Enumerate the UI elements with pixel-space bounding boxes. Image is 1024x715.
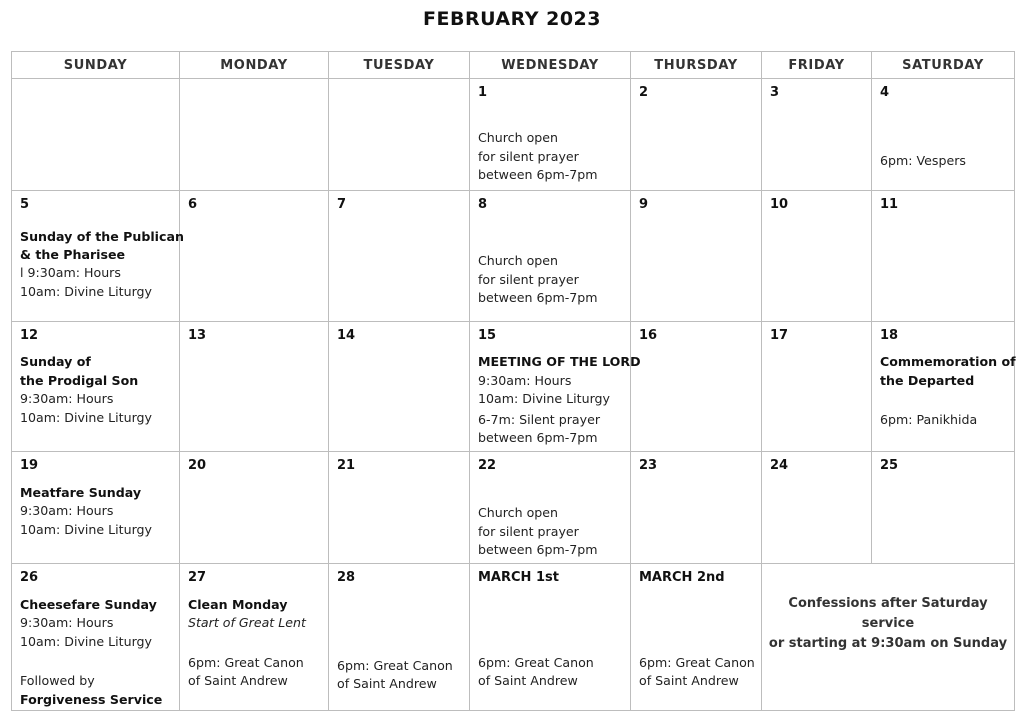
weekday-monday: MONDAY — [180, 52, 329, 79]
day-cell-8 — [470, 191, 631, 322]
event-line: for silent prayer — [478, 272, 579, 287]
day-number: 28 — [337, 570, 356, 585]
event-line: between 6pm-7pm — [478, 167, 598, 182]
event-line: 6pm: Vespers — [880, 153, 966, 168]
day-cell-16 — [631, 322, 762, 452]
event-line: 6-7m: Silent prayer — [478, 412, 601, 427]
weekday-tuesday: TUESDAY — [329, 52, 470, 79]
event-line: 9:30am: Hours — [20, 615, 114, 630]
event-line: for silent prayer — [478, 149, 579, 164]
day-number: 25 — [880, 458, 899, 473]
event-line: between 6pm-7pm — [478, 430, 598, 445]
day-number: 16 — [639, 328, 658, 343]
confessions-note — [762, 594, 1014, 654]
week-row-4 — [12, 452, 1015, 564]
event-line: 9:30am: Hours — [20, 503, 114, 518]
event-line: 10am: Divine Liturgy — [478, 391, 610, 406]
day-cell-4 — [872, 79, 1015, 191]
weekday-friday: FRIDAY — [762, 52, 872, 79]
event-line: 10am: Divine Liturgy — [20, 410, 152, 425]
event-title: Forgiveness Service — [20, 692, 163, 707]
calendar-title: FEBRUARY 2023 — [423, 8, 601, 30]
day-cell-3 — [762, 79, 872, 191]
event-line: 10am: Divine Liturgy — [20, 634, 152, 649]
event-line: 6pm: Great Canon — [337, 658, 453, 673]
day-number: 13 — [188, 328, 207, 343]
day-cell-22 — [470, 452, 631, 564]
day-cell-12 — [12, 322, 180, 452]
day-cell-25 — [872, 452, 1015, 564]
day-cell-15 — [470, 322, 641, 452]
week-row-2 — [12, 191, 1015, 322]
day-number: 18 — [880, 328, 899, 343]
day-cell-march-2 — [631, 564, 762, 711]
day-cell-28 — [329, 564, 470, 711]
day-number: 19 — [20, 458, 39, 473]
weekday-header-row — [12, 52, 1015, 79]
day-cell-11 — [872, 191, 1015, 322]
event-title: Sunday of — [20, 354, 91, 369]
day-number: MARCH 1st — [478, 570, 559, 585]
event-title: the Prodigal Son — [20, 373, 139, 388]
day-number: 24 — [770, 458, 789, 473]
day-cell-empty — [329, 79, 470, 191]
event-line: of Saint Andrew — [639, 673, 739, 688]
event-title: & the Pharisee — [20, 247, 126, 262]
weekday-saturday: SATURDAY — [872, 52, 1015, 79]
day-cell-empty — [180, 79, 329, 191]
event-line: 10am: Divine Liturgy — [20, 522, 152, 537]
day-cell-21 — [329, 452, 470, 564]
day-cell-23 — [631, 452, 762, 564]
event-title: Cheesefare Sunday — [20, 597, 157, 612]
day-number: 11 — [880, 197, 899, 212]
event-line: Church open — [478, 505, 558, 520]
day-cell-13 — [180, 322, 329, 452]
day-cell-27 — [180, 564, 329, 711]
weekday-thursday: THURSDAY — [631, 52, 762, 79]
day-number: 7 — [337, 197, 347, 212]
event-line: 9:30am: Hours — [478, 373, 572, 388]
event-title: Clean Monday — [188, 597, 288, 612]
day-cell-1 — [470, 79, 631, 191]
event-line: of Saint Andrew — [337, 676, 437, 691]
event-title: the Departed — [880, 373, 975, 388]
day-cell-14 — [329, 322, 470, 452]
day-number: 9 — [639, 197, 649, 212]
confessions-note-cell — [762, 564, 1015, 711]
day-number: 5 — [20, 197, 30, 212]
day-number: 20 — [188, 458, 207, 473]
event-line: for silent prayer — [478, 524, 579, 539]
note-line: Confessions after Saturday service — [788, 596, 988, 631]
day-cell-19 — [12, 452, 180, 564]
weekday-sunday: SUNDAY — [12, 52, 180, 79]
event-title: Sunday of the Publican — [20, 229, 184, 244]
day-number: 12 — [20, 328, 39, 343]
day-cell-empty — [12, 79, 180, 191]
calendar-grid — [11, 51, 1015, 711]
event-line: of Saint Andrew — [478, 673, 578, 688]
day-number: MARCH 2nd — [639, 570, 725, 585]
event-line: 6pm: Great Canon — [639, 655, 755, 670]
weekday-wednesday: WEDNESDAY — [470, 52, 631, 79]
event-line: between 6pm-7pm — [478, 290, 598, 305]
event-title: MEETING OF THE LORD — [478, 354, 641, 369]
day-number: 8 — [478, 197, 488, 212]
day-number: 23 — [639, 458, 658, 473]
week-row-1 — [12, 79, 1015, 191]
day-number: 14 — [337, 328, 356, 343]
note-line: or starting at 9:30am on Sunday — [768, 636, 1008, 651]
event-line: 6pm: Great Canon — [188, 655, 304, 670]
day-cell-march-1 — [470, 564, 631, 711]
day-cell-6 — [180, 191, 329, 322]
day-cell-5 — [12, 191, 184, 322]
event-title: Commemoration of — [880, 354, 1016, 369]
day-number: 6 — [188, 197, 198, 212]
event-line: of Saint Andrew — [188, 673, 288, 688]
event-line: Church open — [478, 253, 558, 268]
event-line: l 9:30am: Hours — [20, 265, 121, 280]
day-number: 17 — [770, 328, 789, 343]
week-row-5 — [12, 564, 1015, 711]
day-cell-26 — [12, 564, 180, 711]
day-cell-17 — [762, 322, 872, 452]
day-cell-2 — [631, 79, 762, 191]
event-line: 9:30am: Hours — [20, 391, 114, 406]
day-number: 10 — [770, 197, 789, 212]
day-cell-24 — [762, 452, 872, 564]
day-number: 1 — [478, 85, 488, 100]
day-cell-20 — [180, 452, 329, 564]
day-number: 3 — [770, 85, 780, 100]
day-cell-9 — [631, 191, 762, 322]
day-cell-10 — [762, 191, 872, 322]
event-line: Church open — [478, 130, 558, 145]
event-line: 10am: Divine Liturgy — [20, 284, 152, 299]
day-cell-18 — [872, 322, 1015, 452]
day-number: 26 — [20, 570, 39, 585]
event-line: between 6pm-7pm — [478, 542, 598, 557]
day-number: 27 — [188, 570, 207, 585]
event-line: Start of Great Lent — [188, 615, 306, 630]
event-title: Meatfare Sunday — [20, 485, 142, 500]
day-number: 15 — [478, 328, 497, 343]
week-row-3 — [12, 322, 1015, 452]
event-line: 6pm: Panikhida — [880, 412, 978, 427]
day-cell-7 — [329, 191, 470, 322]
event-line: 6pm: Great Canon — [478, 655, 594, 670]
event-line: Followed by — [20, 673, 95, 688]
day-number: 4 — [880, 85, 890, 100]
day-number: 2 — [639, 85, 649, 100]
day-number: 22 — [478, 458, 497, 473]
day-number: 21 — [337, 458, 356, 473]
